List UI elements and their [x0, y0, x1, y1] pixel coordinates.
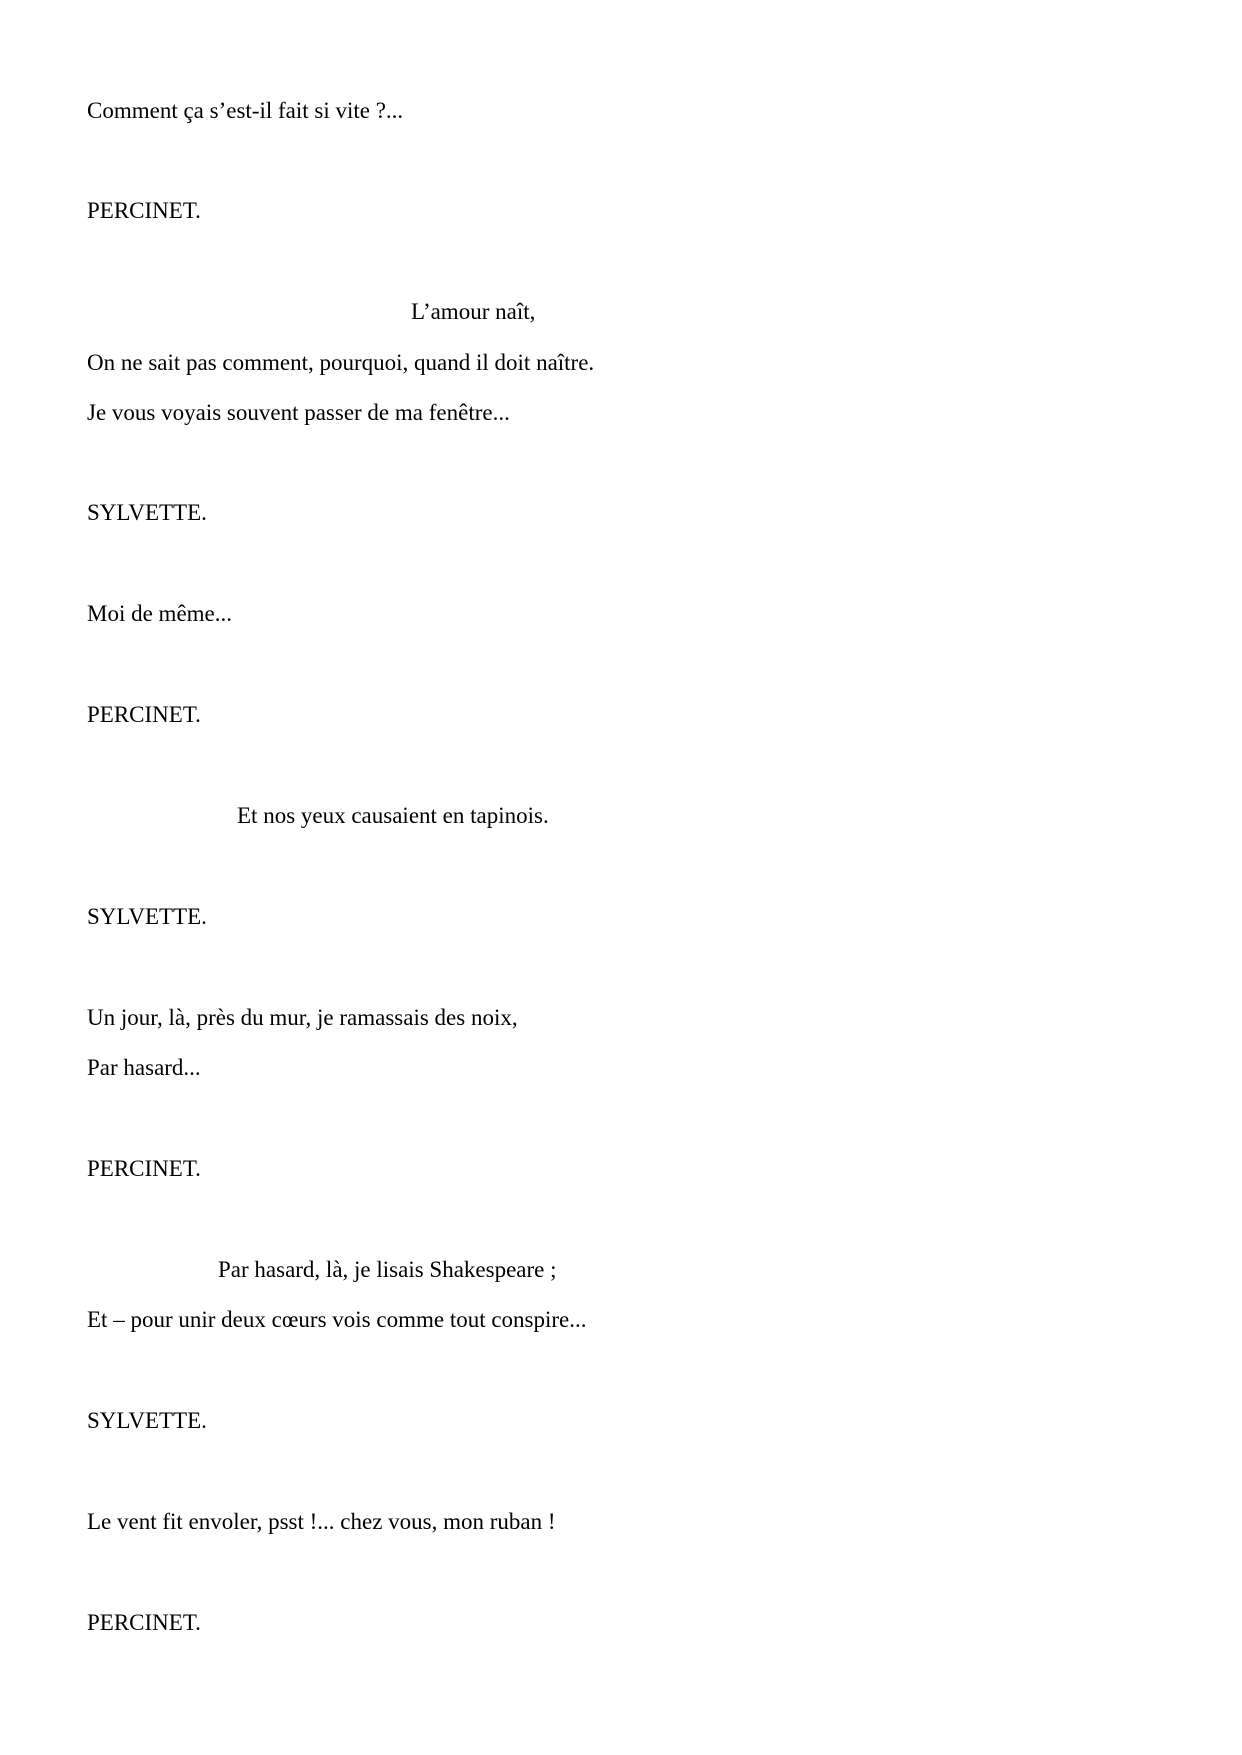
speaker-name: PERCINET. — [87, 1156, 201, 1181]
speaker-name: SYLVETTE. — [87, 1408, 207, 1433]
dialogue-line: Par hasard... — [87, 1055, 201, 1080]
speaker-name: PERCINET. — [87, 198, 201, 223]
dialogue-line: Moi de même... — [87, 601, 232, 626]
dialogue-line: Le vent fit envoler, psst !... chez vous, mon ruban ! — [87, 1509, 556, 1534]
dialogue-line: Et – pour unir deux cœurs vois comme tout conspire... — [87, 1307, 587, 1332]
dialogue-line: Comment ça s’est-il fait si vite ?... — [87, 98, 404, 123]
dialogue-line: Et nos yeux causaient en tapinois. — [237, 803, 549, 828]
speaker-name: PERCINET. — [87, 702, 201, 727]
dialogue-line: L’amour naît, — [411, 299, 536, 324]
speaker-name: SYLVETTE. — [87, 500, 207, 525]
speaker-name: SYLVETTE. — [87, 904, 207, 929]
dialogue-line: Je vous voyais souvent passer de ma fenêtre... — [87, 400, 510, 425]
dialogue-line: Un jour, là, près du mur, je ramassais des noix, — [87, 1005, 518, 1030]
speaker-name: PERCINET. — [87, 1610, 201, 1635]
dialogue-line: Par hasard, là, je lisais Shakespeare ; — [218, 1257, 557, 1282]
dialogue-line: On ne sait pas comment, pourquoi, quand il doit naître. — [87, 350, 595, 375]
